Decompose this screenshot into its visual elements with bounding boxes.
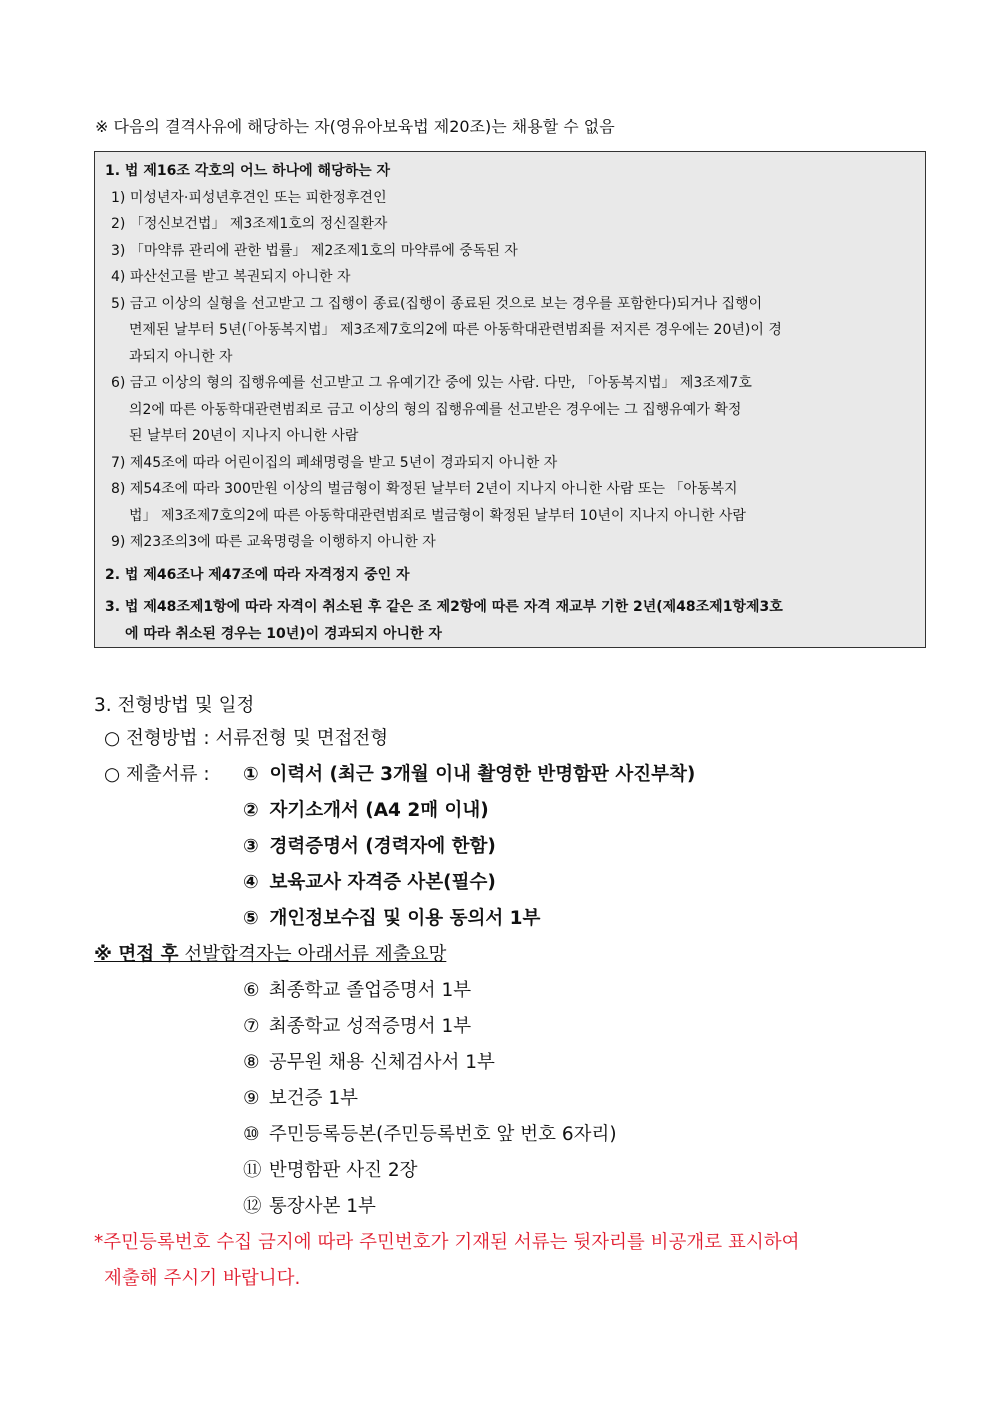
box-sub-6a: 6) 금고 이상의 형의 집행유예를 선고받고 그 유예기간 중에 있는 사람. 다만, 「아동복지법」 제3조제7호 (111, 375, 752, 391)
after-doc-12 (243, 1192, 376, 1218)
box-item-2: 2. 법 제46조나 제47조에 따라 자격정지 중인 자 (105, 566, 410, 583)
after-doc-9 (243, 1084, 358, 1110)
doc-num: ⑧ (243, 1052, 260, 1073)
doc-num: ③ (243, 836, 259, 857)
box-sub-7: 7) 제45조에 따라 어린이집의 폐쇄명령을 받고 5년이 경과되지 아니한 자 (111, 454, 558, 471)
doc-item-3 (243, 832, 496, 858)
doc-item-2 (243, 796, 489, 822)
doc-num: ⑩ (243, 1124, 260, 1145)
after-doc-10 (243, 1120, 617, 1146)
box-item-1: 1. 법 제16조 각호의 어느 하나에 해당하는 자 (105, 163, 391, 179)
box-sub-2: 2) 「정신보건법」 제3조제1호의 정신질환자 (111, 216, 388, 232)
doc-text: 공무원 채용 신체검사서 1부 (268, 1052, 495, 1073)
box-sub-5b: 면제된 날부터 5년(「아동복지법」 제3조제7호의2에 따른 아동학대관련범죄를 저지른 경우에는 20년)이 경 (129, 322, 782, 338)
doc-text: 이력서 (최근 3개월 이내 촬영한 반명함판 사진부착) (269, 764, 696, 785)
box-sub-5a: 5) 금고 이상의 실형을 선고받고 그 집행이 종료(집행이 종료된 것으로 보는 경우를 포함한다)되거나 집행이 (111, 295, 763, 312)
box-sub-6b: 의2에 따른 아동학대관련범죄로 금고 이상의 형의 집행유예를 선고받은 경우에는 그 집행유예가 확정 (129, 401, 742, 418)
box-sub-8a: 8) 제54조에 따라 300만원 이상의 벌금형이 확정된 날부터 2년이 지나지 아니한 사람 또는 「아동복지 (111, 481, 738, 497)
doc-num: ② (243, 800, 259, 821)
after-doc-8 (243, 1048, 495, 1074)
doc-num: ① (243, 764, 259, 785)
doc-num: ⑪ (243, 1160, 262, 1181)
doc-text: 자기소개서 (A4 2매 이내) (269, 800, 489, 821)
docs-label: ○ 제출서류 : (104, 764, 210, 785)
box-item-3b: 에 따라 취소된 경우는 10년)이 경과되지 아니한 자 (125, 625, 442, 642)
doc-item-5 (243, 904, 540, 930)
doc-text: 보건증 1부 (268, 1088, 359, 1109)
doc-text: 최종학교 졸업증명서 1부 (268, 980, 472, 1001)
doc-text: 최종학교 성적증명서 1부 (268, 1016, 472, 1037)
section-title: 3. 전형방법 및 일정 (94, 695, 255, 716)
box-sub-1: 1) 미성년자·피성년후견인 또는 피한정후견인 (111, 189, 387, 206)
doc-text: 보육교사 자격증 사본(필수) (269, 872, 496, 893)
doc-num: ⑤ (243, 908, 259, 929)
disqualification-note: ※ 다음의 결격사유에 해당하는 자(영유아보육법 제20조)는 채용할 수 없음 (95, 117, 615, 136)
doc-text: 경력증명서 (경력자에 한함) (269, 836, 496, 857)
disqualification-box (94, 151, 926, 648)
doc-item-1 (243, 760, 695, 786)
box-sub-4: 4) 파산선고를 받고 복권되지 아니한 자 (111, 269, 351, 285)
box-sub-6c: 된 날부터 20년이 지나지 아니한 사람 (129, 428, 359, 444)
doc-text: 통장사본 1부 (268, 1196, 376, 1217)
doc-text: 주민등록등본(주민등록번호 앞 번호 6자리) (268, 1124, 617, 1145)
box-item-3a: 3. 법 제48조제1항에 따라 자격이 취소된 후 같은 조 제2항에 따른 자격 재교부 기한 2년(제48조제1항제3호 (105, 599, 783, 615)
after-doc-11 (243, 1156, 418, 1182)
doc-num: ⑨ (243, 1088, 260, 1109)
doc-item-4 (243, 868, 496, 894)
box-sub-8b: 법」 제3조제7호의2에 따른 아동학대관련범죄로 벌금형이 확정된 날부터 10년이 지나지 아니한 사람 (129, 507, 746, 524)
doc-text: 개인정보수집 및 이용 동의서 1부 (269, 908, 541, 929)
box-sub-5c: 과되지 아니한 자 (129, 348, 233, 365)
after-doc-7 (243, 1012, 471, 1038)
warning-line-2: 제출해 주시기 바랍니다. (104, 1268, 301, 1289)
box-sub-3: 3) 「마약류 관리에 관한 법률」 제2조제1호의 마약류에 중독된 자 (111, 242, 518, 259)
interview-note-bold: ※ 면접 후 (94, 944, 179, 965)
interview-note (94, 940, 446, 966)
doc-num: ④ (243, 872, 259, 893)
doc-num: ⑫ (243, 1196, 262, 1217)
doc-num: ⑦ (243, 1016, 260, 1037)
doc-num: ⑥ (243, 980, 260, 1001)
box-sub-9: 9) 제23조의3에 따른 교육명령을 이행하지 아니한 자 (111, 534, 436, 550)
warning-line-1: *주민등록번호 수집 금지에 따라 주민번호가 기재된 서류는 뒷자리를 비공개로 표시하여 (94, 1232, 800, 1253)
interview-note-rest: 선발합격자는 아래서류 제출요망 (178, 944, 447, 965)
method-line: ○ 전형방법 : 서류전형 및 면접전형 (104, 728, 389, 749)
after-doc-6 (243, 976, 471, 1002)
doc-text: 반명함판 사진 2장 (268, 1160, 418, 1181)
